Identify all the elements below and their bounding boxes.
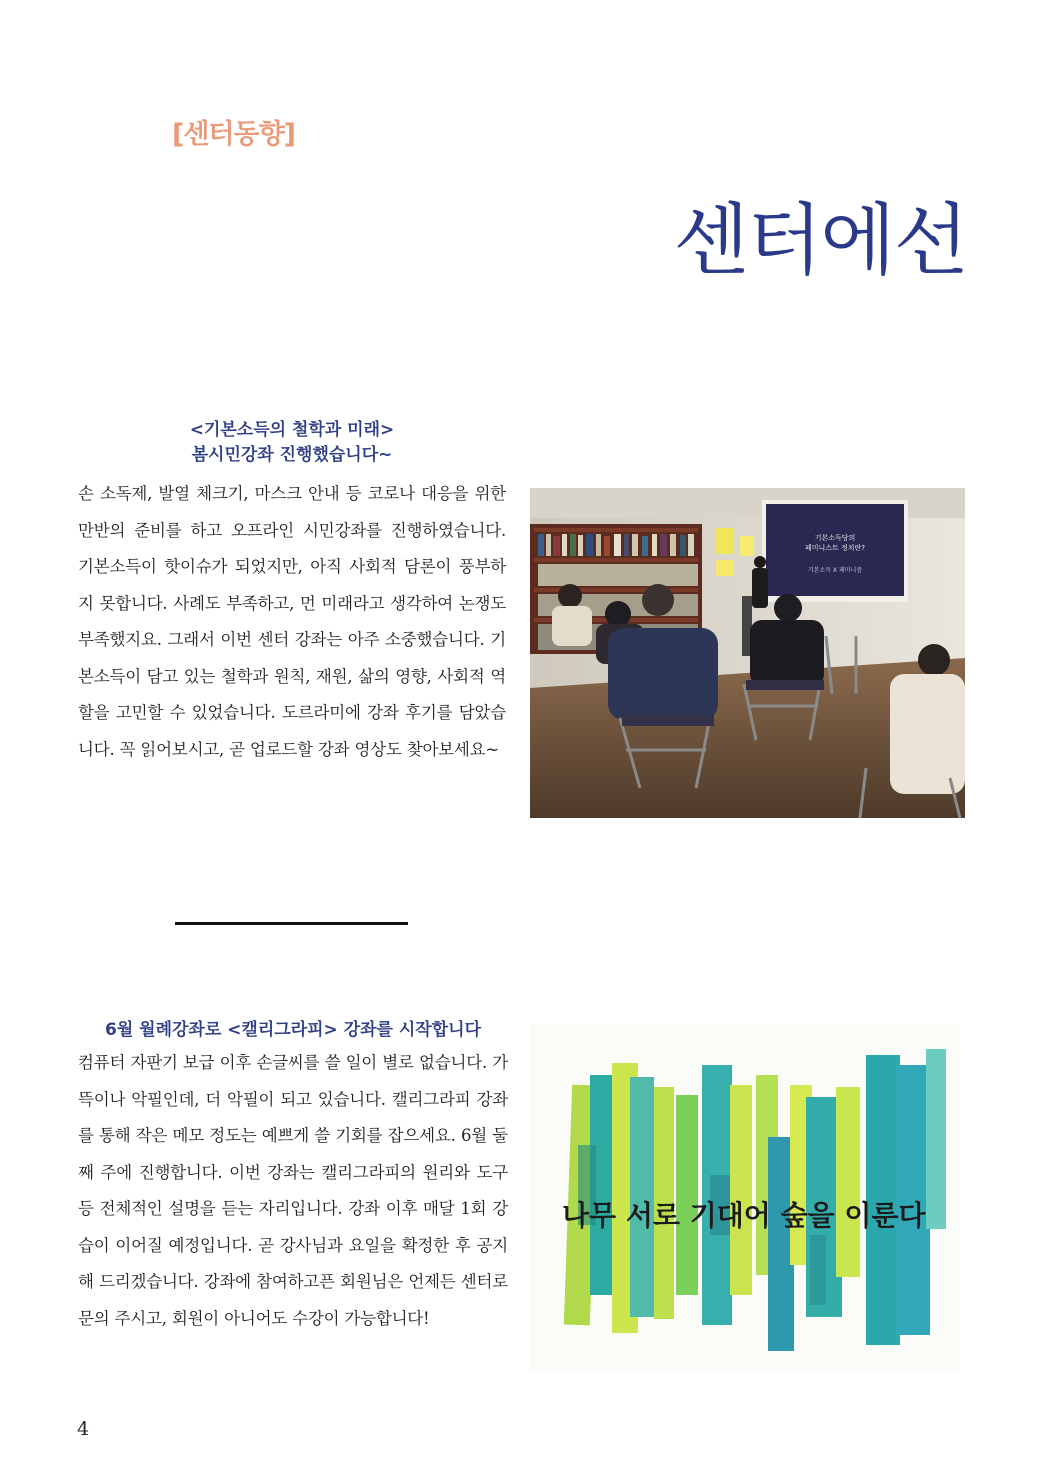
page-number: 4 xyxy=(77,1418,90,1440)
screen-text-2: 페미니스트 정치란? xyxy=(804,544,866,552)
calligraphy-text: 나무 서로 기대어 숲을 이룬다 xyxy=(562,1199,926,1232)
article1-heading-line1: <기본소득의 철학과 미래> xyxy=(189,420,395,440)
screen-text-3: 기본소득 X 페미니즘 xyxy=(807,567,863,574)
screen-text-1: 기본소득당의 xyxy=(814,534,856,542)
section-divider xyxy=(175,922,408,925)
article2-body: 컴퓨터 자판기 보급 이후 손글씨를 쓸 일이 별로 없습니다. 가뜩이나 악필인데, 더 악필이 되고 있습니다. 캘리그라피 강좌를 통해 작은 메모 정도는 예쁘게 쓸 기회를 잡으세요. 6월 둘째 주에 진행합니다. 이번 강좌는 캘리그라피의 원리와 도구 등 전체적인 설명을 듣는 자리입니다. 강좌 이후 매달 1회 강습이 이어질 예정입니다. 곧 강사님과 요일을 확정한 후 공지해 드리겠습니다. 강좌에 참여하고픈 회원님은 언제든 센터로 문의 주시고, 회원이 아니어도 수강이 가능합니다! xyxy=(78,1053,508,1328)
lecture-photo xyxy=(530,488,965,818)
calligraphy-artwork xyxy=(530,1025,959,1371)
article1-body: 손 소독제, 발열 체크기, 마스크 안내 등 코로나 대응을 위한 만반의 준비를 하고 오프라인 시민강좌를 진행하였습니다. 기본소득이 핫이슈가 되었지만, 아직 사회적 담론이 풍부하지 못합니다. 사례도 부족하고, 먼 미래라고 생각하여 논쟁도 부족했지요. 그래서 이번 센터 강좌는 아주 소중했습니다. 기본소득이 담고 있는 철학과 원칙, 재원, 삶의 영향, 사회적 역할을 고민할 수 있었습니다. 도르라미에 강좌 후기를 담았습니다. 꼭 읽어보시고, 곧 업로드할 강좌 영상도 찾아보세요~ xyxy=(78,484,506,759)
section-tag: [센터동향] xyxy=(172,119,296,150)
article1-heading xyxy=(80,418,504,468)
page-title: 센터에선 xyxy=(673,196,967,286)
article2-heading: 6월 월례강좌로 <캘리그라피> 강좌를 시작합니다 xyxy=(104,1020,481,1040)
article1-heading-line2: 봄시민강좌 진행했습니다~ xyxy=(191,445,393,465)
